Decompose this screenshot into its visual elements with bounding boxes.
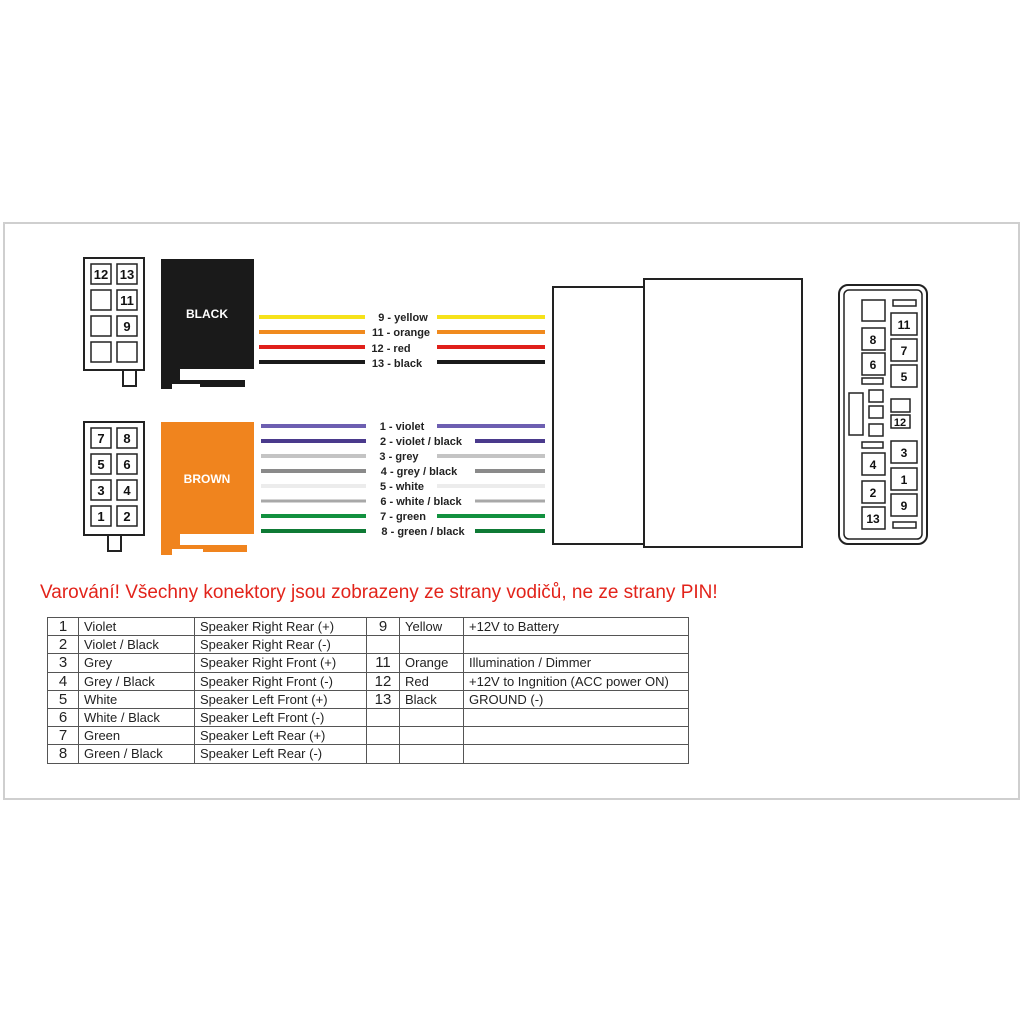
radio-plug <box>553 279 802 547</box>
wire-function: Speaker Left Front (-) <box>195 708 367 726</box>
wire-color: Red <box>400 672 464 690</box>
black-connector-latch <box>161 369 245 389</box>
wire-label: 3 - grey <box>379 451 419 463</box>
radio-key-slot <box>862 442 883 448</box>
radio-pin-label: 13 <box>866 512 880 526</box>
black-connector-label: BLACK <box>186 307 228 321</box>
radio-plug-body <box>644 279 802 547</box>
table-row <box>48 727 689 745</box>
table-row <box>48 654 689 672</box>
black-pin-label: 11 <box>120 293 134 308</box>
wire-color: White <box>79 690 195 708</box>
wire-color: Orange <box>400 654 464 672</box>
radio-pin-label: 8 <box>869 333 877 347</box>
brown-connector-latch <box>161 534 247 555</box>
radio-pin-label: 5 <box>900 370 908 384</box>
black-pin-box <box>91 316 111 336</box>
wire-label: 5 - white <box>379 481 425 493</box>
wire-label: 12 - red <box>371 343 411 355</box>
pin-number <box>367 708 400 726</box>
table-row <box>48 636 689 654</box>
wire-label: 7 - green <box>380 511 426 523</box>
wire-color <box>400 727 464 745</box>
brown-pin-label: 3 <box>97 483 105 498</box>
pin-number: 6 <box>48 708 79 726</box>
brown-pin-label: 4 <box>123 483 131 498</box>
wire-function: Speaker Right Rear (-) <box>195 636 367 654</box>
brown-pin-label: 1 <box>97 509 105 524</box>
wire-function: Illumination / Dimmer <box>464 654 689 672</box>
black-pin-box <box>117 342 137 362</box>
brown-pin-label: 2 <box>123 509 131 524</box>
radio-key-slot <box>849 393 863 435</box>
wire-color: Violet / Black <box>79 636 195 654</box>
radio-pin-label: 11 <box>897 318 911 332</box>
pin-number <box>367 745 400 763</box>
black-pin-box <box>91 290 111 310</box>
wire-label: 8 - green / black <box>381 526 465 538</box>
radio-pin-box <box>862 300 885 321</box>
pin-number: 4 <box>48 672 79 690</box>
wire-label: 13 - black <box>371 358 423 370</box>
pin-number: 8 <box>48 745 79 763</box>
wire-function: Speaker Left Rear (+) <box>195 727 367 745</box>
radio-key-slot <box>893 300 916 306</box>
black-pin-label: 12 <box>93 267 109 282</box>
wire-label: 2 - violet / black <box>380 436 462 448</box>
pin-number <box>367 727 400 745</box>
radio-pin-label: 7 <box>900 344 908 358</box>
wire-function: Speaker Right Rear (+) <box>195 618 367 636</box>
wire-label: 11 - orange <box>371 327 431 339</box>
wire-function: +12V to Battery <box>464 618 689 636</box>
radio-pin-label: 9 <box>900 499 908 513</box>
brown-connector-tab <box>108 535 121 551</box>
black-connector-body <box>161 259 254 389</box>
radio-plug-shell <box>553 287 645 544</box>
brown-pin-label: 6 <box>123 457 131 472</box>
speaker-wires <box>261 421 545 538</box>
wire-color <box>400 708 464 726</box>
wire-function: Speaker Right Front (+) <box>195 654 367 672</box>
wire-function <box>464 708 689 726</box>
brown-connector-label: BROWN <box>183 472 231 486</box>
wire-label: 4 - grey / black <box>380 466 458 478</box>
radio-pin-label: 1 <box>900 473 908 487</box>
table-row <box>48 690 689 708</box>
wire-function: +12V to Ingnition (ACC power ON) <box>464 672 689 690</box>
wire-function: Speaker Left Front (+) <box>195 690 367 708</box>
radio-small-pin <box>869 390 883 402</box>
radio-pin-label: 12 <box>893 417 907 429</box>
wire-function: Speaker Right Front (-) <box>195 672 367 690</box>
radio-small-pin <box>869 424 883 436</box>
wire-color: Green <box>79 727 195 745</box>
pin-number: 12 <box>367 672 400 690</box>
wire-color: Grey / Black <box>79 672 195 690</box>
table-row <box>48 708 689 726</box>
table-row <box>48 618 689 636</box>
black-connector-face <box>84 258 144 386</box>
black-pin-label: 13 <box>119 267 135 282</box>
wire-color: White / Black <box>79 708 195 726</box>
pin-number <box>367 636 400 654</box>
wire-function: Speaker Left Rear (-) <box>195 745 367 763</box>
wire-color: Grey <box>79 654 195 672</box>
brown-connector-face <box>84 422 144 551</box>
table-row <box>48 672 689 690</box>
pin-number: 3 <box>48 654 79 672</box>
radio-pin-label: 4 <box>869 458 877 472</box>
pin-number: 1 <box>48 618 79 636</box>
wire-function <box>464 636 689 654</box>
radio-plug-face <box>839 285 927 544</box>
table-row <box>48 745 689 763</box>
wire-color <box>400 745 464 763</box>
radio-pin-label: 6 <box>869 358 877 372</box>
wire-color: Green / Black <box>79 745 195 763</box>
pin-number: 13 <box>367 690 400 708</box>
brown-pin-label: 8 <box>123 431 131 446</box>
pin-number: 5 <box>48 690 79 708</box>
pin-number: 11 <box>367 654 400 672</box>
wire-function <box>464 727 689 745</box>
black-pin-label: 9 <box>123 319 131 334</box>
pin-number: 2 <box>48 636 79 654</box>
wire-function <box>464 745 689 763</box>
radio-small-pin <box>869 406 883 418</box>
pin-number: 7 <box>48 727 79 745</box>
wire-function: GROUND (-) <box>464 690 689 708</box>
black-pin-box <box>91 342 111 362</box>
wire-color: Black <box>400 690 464 708</box>
wire-color: Yellow <box>400 618 464 636</box>
warning-text: Varování! Všechny konektory jsou zobrazeny ze strany vodičů, ne ze strany PIN! <box>40 582 718 603</box>
wire-label: 9 - yellow <box>378 312 428 324</box>
radio-pin-label: 2 <box>869 486 877 500</box>
wire-label: 1 - violet <box>379 421 425 433</box>
radio-key-slot <box>893 522 916 528</box>
brown-pin-label: 7 <box>97 431 105 446</box>
radio-key-slot <box>862 378 883 384</box>
brown-connector-body <box>161 422 254 555</box>
radio-pin-label: 3 <box>900 446 908 460</box>
wire-color: Violet <box>79 618 195 636</box>
wire-color <box>400 636 464 654</box>
power-wires <box>259 312 545 370</box>
pin-number: 9 <box>367 618 400 636</box>
pin-assignment-table <box>47 617 689 764</box>
brown-pin-label: 5 <box>97 457 105 472</box>
black-connector-tab <box>123 370 136 386</box>
wire-label: 6 - white / black <box>380 496 462 508</box>
radio-small-pin <box>891 399 910 412</box>
